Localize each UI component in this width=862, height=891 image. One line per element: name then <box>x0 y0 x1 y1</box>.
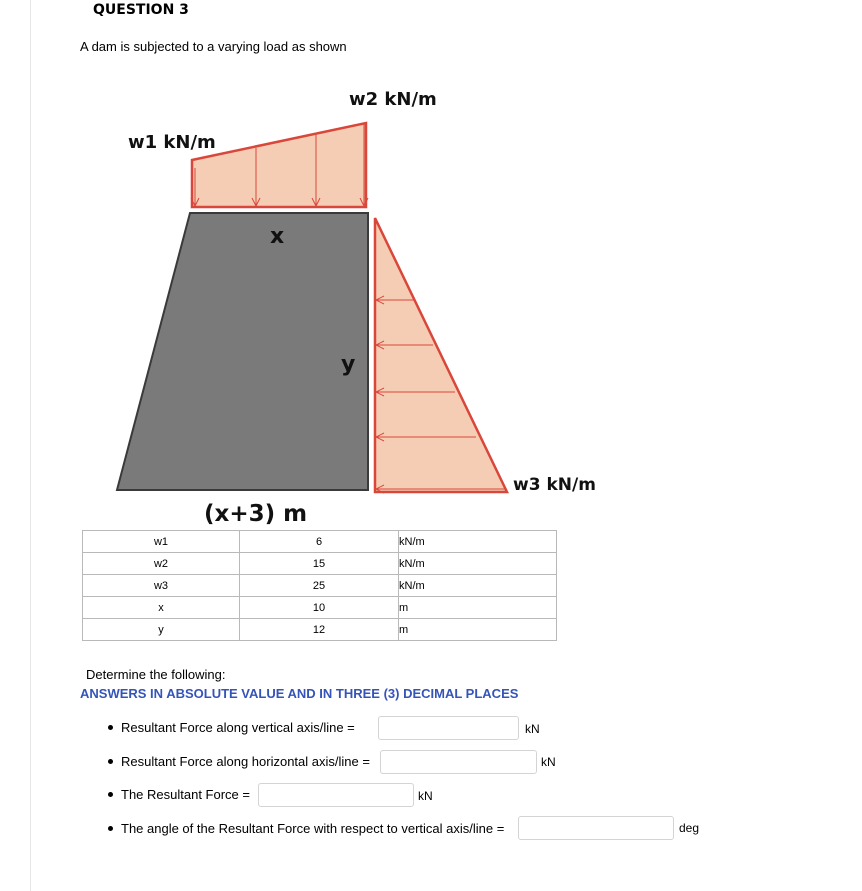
bullet-icon <box>108 725 113 730</box>
bullet-icon <box>108 759 113 764</box>
table-cell-name: y <box>83 619 240 641</box>
question-angle-label: The angle of the Resultant Force with respect to vertical axis/line = <box>121 821 505 836</box>
table-cell-value: 6 <box>240 531 399 553</box>
table-cell-unit: kN/m <box>399 575 557 597</box>
resultant-force-input[interactable] <box>258 783 414 807</box>
table-cell-name: x <box>83 597 240 619</box>
table-cell-name: w3 <box>83 575 240 597</box>
table-cell-value: 12 <box>240 619 399 641</box>
side-load-area <box>375 218 507 492</box>
resultant-force-unit: kN <box>418 789 433 803</box>
table-cell-unit: kN/m <box>399 553 557 575</box>
table-row <box>83 553 557 575</box>
table-cell-name: w2 <box>83 553 240 575</box>
table-cell-name: w1 <box>83 531 240 553</box>
bullet-icon <box>108 792 113 797</box>
table-row <box>83 531 557 553</box>
question-resultant-force-label: The Resultant Force = <box>121 787 250 802</box>
question-horizontal-force-label: Resultant Force along horizontal axis/line = <box>121 754 370 769</box>
angle-unit: deg <box>679 821 700 835</box>
table-row <box>83 619 557 641</box>
bullet-icon <box>108 826 113 831</box>
question-intro: A dam is subjected to a varying load as shown <box>80 39 347 54</box>
question-vertical-force-label: Resultant Force along vertical axis/line = <box>121 720 355 735</box>
y-dimension-label: y <box>341 352 356 377</box>
table-row <box>83 575 557 597</box>
w1-label: w1 kN/m <box>128 132 216 153</box>
horizontal-force-unit: kN <box>541 755 556 769</box>
w3-label: w3 kN/m <box>513 475 596 495</box>
answers-note: ANSWERS IN ABSOLUTE VALUE AND IN THREE (3) DECIMAL PLACES <box>80 686 519 701</box>
x-dimension-label: x <box>270 224 285 249</box>
table-cell-value: 25 <box>240 575 399 597</box>
table-cell-unit: m <box>399 597 557 619</box>
top-load-area <box>192 123 366 207</box>
determine-heading: Determine the following: <box>86 667 226 682</box>
table-cell-unit: m <box>399 619 557 641</box>
table-cell-unit: kN/m <box>399 531 557 553</box>
horizontal-force-input[interactable] <box>380 750 537 774</box>
vertical-force-input[interactable] <box>378 716 519 740</box>
vertical-force-unit: kN <box>525 722 540 736</box>
base-dimension-label: (x+3) m <box>204 501 308 527</box>
table-row <box>83 597 557 619</box>
angle-input[interactable] <box>518 816 674 840</box>
dam-body <box>117 213 368 490</box>
table-cell-value: 10 <box>240 597 399 619</box>
question-title: QUESTION 3 <box>93 2 189 18</box>
given-values-table <box>82 530 557 641</box>
w2-label: w2 kN/m <box>349 89 437 110</box>
table-cell-value: 15 <box>240 553 399 575</box>
